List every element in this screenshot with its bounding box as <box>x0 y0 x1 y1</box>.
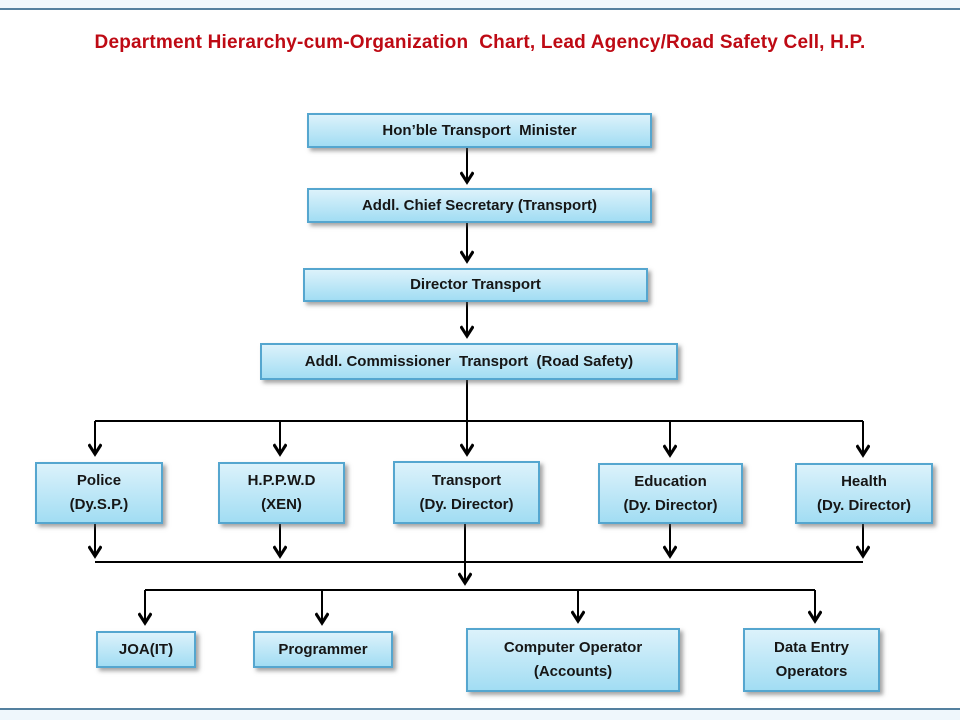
node-director <box>303 268 648 302</box>
node-director-label: Director Transport <box>410 276 541 293</box>
node-computer-operator-line1: Computer Operator <box>503 639 643 656</box>
node-joa-label: JOA(IT) <box>118 640 174 658</box>
node-health-line2: (Dy. Director) <box>817 496 911 514</box>
node-data-entry-line2: Operators <box>775 663 848 680</box>
node-health <box>795 463 933 524</box>
node-health-line1: Health <box>841 472 887 490</box>
node-programmer-label: Programmer <box>278 640 368 658</box>
top-band-line <box>0 8 960 10</box>
bottom-band <box>0 710 960 720</box>
page-title: Department Hierarchy-cum-Organization Chart, Lead Agency/Road Safety Cell, H.P. <box>94 32 866 53</box>
node-hppwd-line2: (XEN) <box>261 496 302 513</box>
node-police-line2: (Dy.S.P.) <box>69 496 129 513</box>
node-hppwd <box>218 462 345 524</box>
top-band <box>0 0 960 8</box>
node-transport-line2: (Dy. Director) <box>419 495 514 513</box>
node-computer-operator-line2: (Accounts) <box>533 663 613 680</box>
node-police-line1: Police <box>76 472 122 489</box>
node-computer-operator <box>466 628 680 692</box>
node-data-entry <box>743 628 880 692</box>
node-education-line2: (Dy. Director) <box>623 496 718 514</box>
node-hppwd-line1: H.P.P.W.D <box>247 472 316 489</box>
node-education <box>598 463 743 524</box>
node-transport <box>393 461 540 524</box>
node-minister-label: Hon’ble Transport Minister <box>382 121 577 139</box>
node-minister <box>307 113 652 148</box>
node-joa <box>96 631 196 668</box>
node-data-entry-line1: Data Entry <box>773 639 850 656</box>
node-addl-commissioner <box>260 343 678 380</box>
node-education-line1: Education <box>634 472 707 490</box>
node-chief-secretary-label: Addl. Chief Secretary (Transport) <box>361 196 598 214</box>
node-chief-secretary <box>307 188 652 223</box>
node-police <box>35 462 163 524</box>
node-transport-line1: Transport <box>431 471 502 489</box>
node-programmer <box>253 631 393 668</box>
node-addl-commissioner-label: Addl. Commissioner Transport (Road Safety) <box>304 352 634 370</box>
